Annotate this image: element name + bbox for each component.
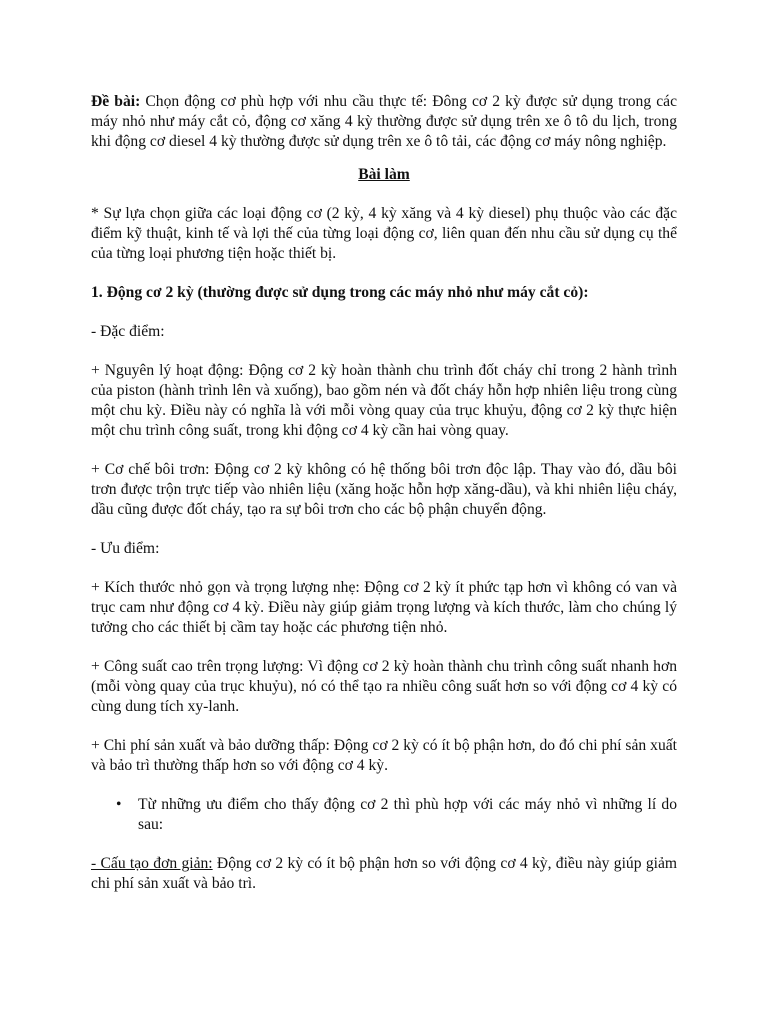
page-title: Bài làm [358,166,410,183]
bullet-text: Từ những ưu điểm cho thấy động cơ 2 thì phù hợp với các máy nhỏ vì những lí do sau: [138,796,677,833]
features-label: - Đặc điểm: [91,323,165,340]
power-paragraph: + Công suất cao trên trọng lượng: Vì động cơ 2 kỳ hoàn thành chu trình công suất nhanh hơn (mỗi vòng quay của trục khuỷu), nó có thể tạo ra nhiều công suất hơn so với động cơ 4 kỳ có cùng dung tích xy-lanh. [91,658,677,715]
advantages-label: - Ưu điểm: [91,540,160,557]
section-1-heading: 1. Động cơ 2 kỳ (thường được sử dụng trong các máy nhỏ như máy cắt cỏ): [91,284,589,301]
principle-paragraph: + Nguyên lý hoạt động: Động cơ 2 kỳ hoàn thành chu trình đốt cháy chỉ trong 2 hành trình của piston (hành trình lên và xuống), bao gồm nén và đốt cháy hỗn hợp nhiên liệu trong cùng một chu kỳ. Điều này có nghĩa là với mỗi vòng quay của trục khuỷu, động cơ 2 kỳ thực hiện một chu trình công suất, trong khi động cơ 4 kỳ cần hai vòng quay. [91,362,677,439]
cost-paragraph: + Chi phí sản xuất và bảo dưỡng thấp: Động cơ 2 kỳ có ít bộ phận hơn, do đó chi phí sản xuất và bảo trì thường thấp hơn so với động cơ 4 kỳ. [91,737,677,774]
intro-paragraph [91,92,677,152]
simple-structure-paragraph [91,854,677,894]
simple-structure-label: - Cấu tạo đơn giản: [91,855,213,872]
overview-paragraph: * Sự lựa chọn giữa các loại động cơ (2 kỳ, 4 kỳ xăng và 4 kỳ diesel) phụ thuộc vào các đặc điểm kỹ thuật, kinh tế và lợi thế của từng loại động cơ, liên quan đến nhu cầu sử dụng cụ thể của từng loại phương tiện hoặc thiết bị. [91,205,677,262]
lubrication-paragraph: + Cơ chế bôi trơn: Động cơ 2 kỳ không có hệ thống bôi trơn độc lập. Thay vào đó, dầu bôi trơn được trộn trực tiếp vào nhiên liệu (xăng hoặc hỗn hợp xăng-dầu), và khi nhiên liệu cháy, dầu cũng được đốt cháy, tạo ra sự bôi trơn cho các bộ phận chuyển động. [91,461,677,518]
compact-paragraph: + Kích thước nhỏ gọn và trọng lượng nhẹ: Động cơ 2 kỳ ít phức tạp hơn vì không có van và trục cam như động cơ 4 kỳ. Điều này giúp giảm trọng lượng và kích thước, làm cho chúng lý tưởng cho các thiết bị cầm tay hoặc các phương tiện nhỏ. [91,579,677,636]
list-item [91,795,677,835]
intro-text: Chọn động cơ phù hợp với nhu cầu thực tế: Đông cơ 2 kỳ được sử dụng trong các máy nhỏ như máy cắt cỏ, động cơ xăng 4 kỳ thường được sử dụng trên xe ô tô du lịch, trong khi động cơ diesel 4 kỳ thường được sử dụng trên xe ô tô tải, các động cơ máy nông nghiệp. [91,93,677,150]
bullet-list [91,795,677,835]
simple-structure-text: Động cơ 2 kỳ có ít bộ phận hơn so với động cơ 4 kỳ, điều này giúp giảm chi phí sản xuất và bảo trì. [91,855,677,892]
document-page [91,92,677,894]
intro-label: Đề bài: [91,93,141,110]
bullet-icon: • [116,796,122,813]
